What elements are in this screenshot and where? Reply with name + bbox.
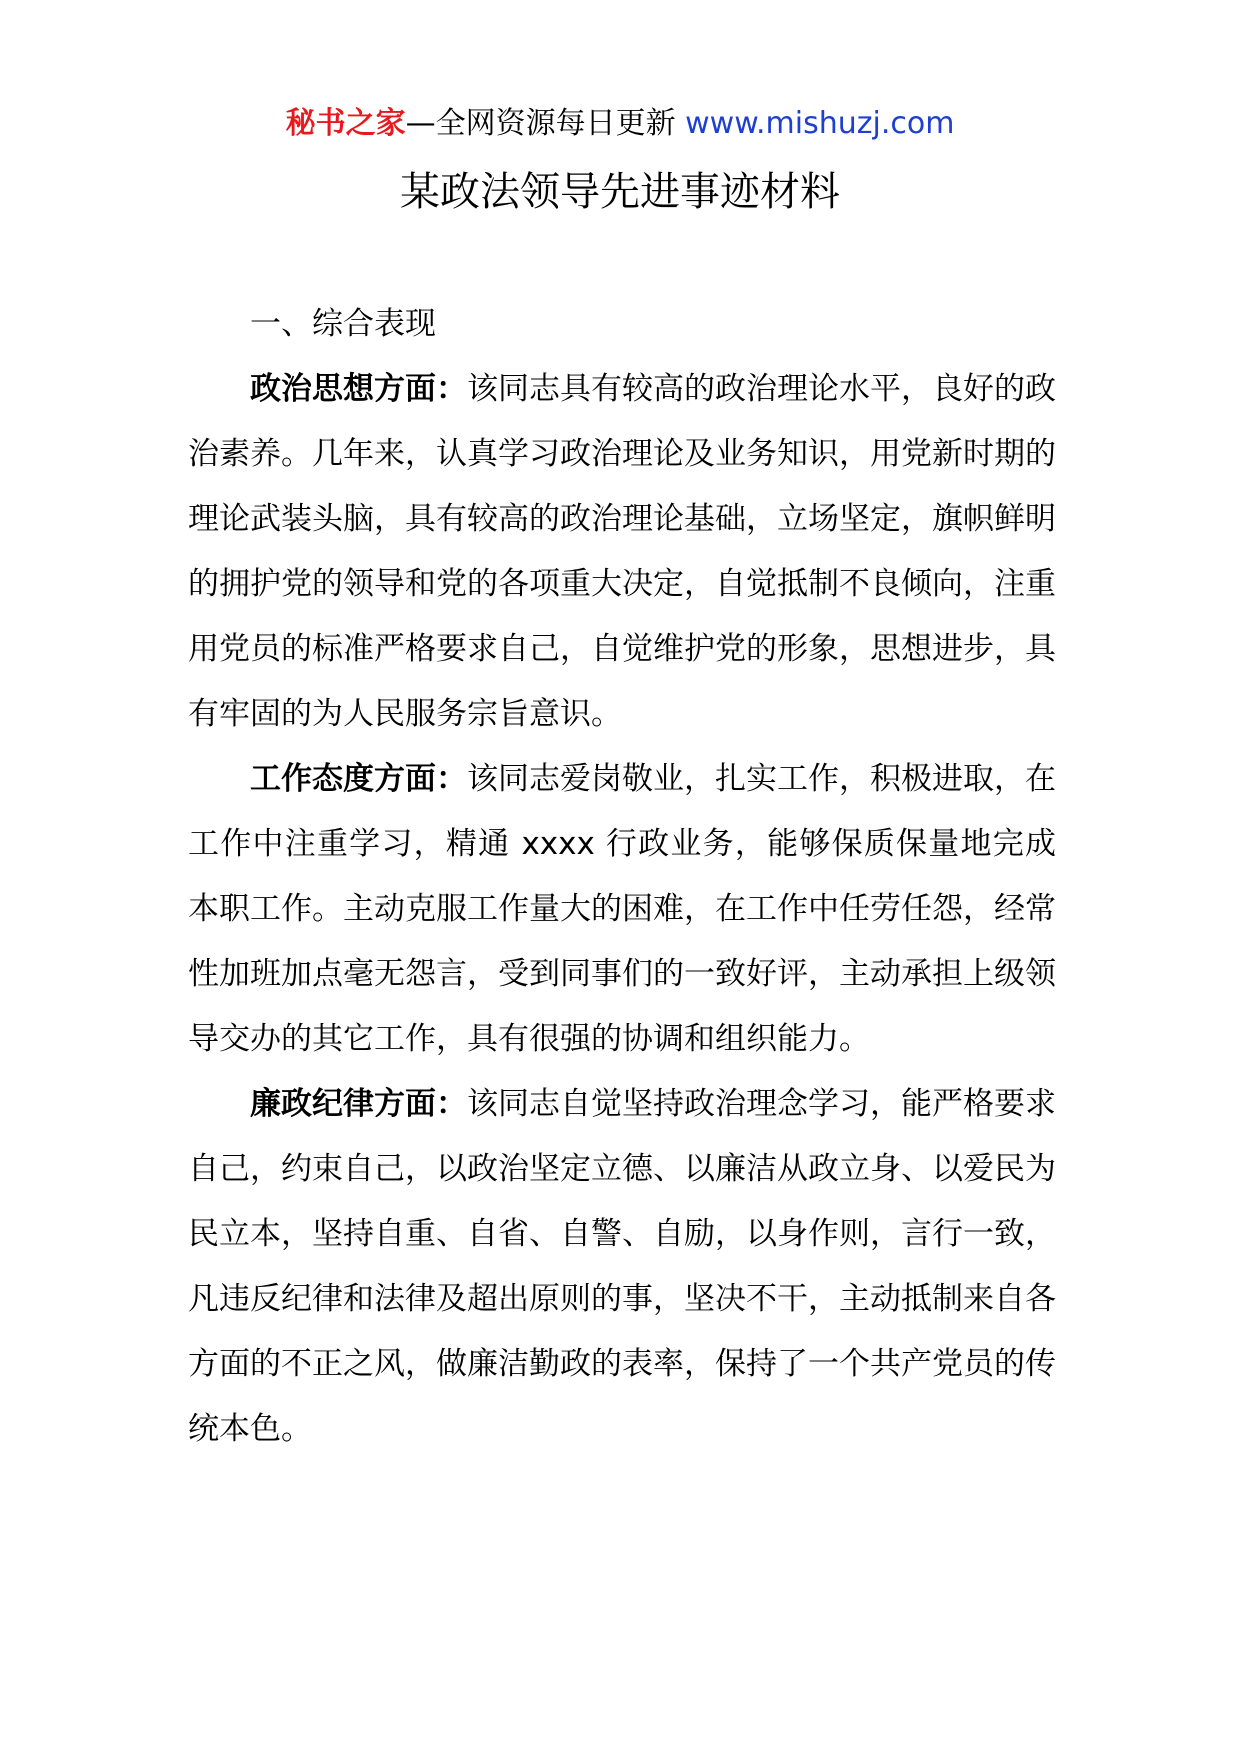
paragraph-lead: 廉政纪律方面： (250, 1086, 467, 1122)
paragraph-work-attitude (188, 747, 1056, 1072)
site-url-link[interactable]: www.mishuzj.com (685, 106, 955, 141)
site-brand: 秘书之家 (285, 106, 406, 141)
paragraph-text: 该同志具有较高的政治理论水平，良好的政治素养。几年来，认真学习政治理论及业务知识，用党新时期的理论武装头脑，具有较高的政治理论基础，立场坚定，旗帜鲜明的拥护党的领导和党的各项重大决定，自觉抵制不良倾向，注重用党员的标准严格要求自己，自觉维护党的形象，思想进步，具有牢固的为人民服务宗旨意识。 (188, 371, 1056, 732)
paragraph-lead: 政治思想方面： (250, 371, 467, 407)
site-header (0, 100, 1240, 148)
paragraph-political-thought (188, 357, 1056, 747)
site-tagline: —全网资源每日更新 (405, 106, 676, 141)
paragraph-text: 该同志爱岗敬业，扎实工作，积极进取，在工作中注重学习，精通 xxxx 行政业务，能够保质保量地完成本职工作。主动克服工作量大的困难，在工作中任劳任怨，经常性加班加点毫无怨言，受到同事们的一致好评，主动承担上级领导交办的其它工作，具有很强的协调和组织能力。 (188, 761, 1056, 1057)
document-title: 某政法领导先进事迹材料 (400, 169, 840, 215)
paragraph-text: 该同志自觉坚持政治理念学习，能严格要求自己，约束自己，以政治坚定立德、以廉洁从政立身、以爱民为民立本，坚持自重、自省、自警、自励，以身作则，言行一致，凡违反纪律和法律及超出原则的事，坚决不干，主动抵制来自各方面的不正之风，做廉洁勤政的表率，保持了一个共产党员的传统本色。 (188, 1086, 1056, 1447)
paragraph-integrity-discipline (188, 1072, 1056, 1462)
paragraph-lead: 工作态度方面： (250, 761, 467, 797)
document-body (188, 292, 1056, 1462)
section-heading: 一、综合表现 (250, 306, 436, 342)
